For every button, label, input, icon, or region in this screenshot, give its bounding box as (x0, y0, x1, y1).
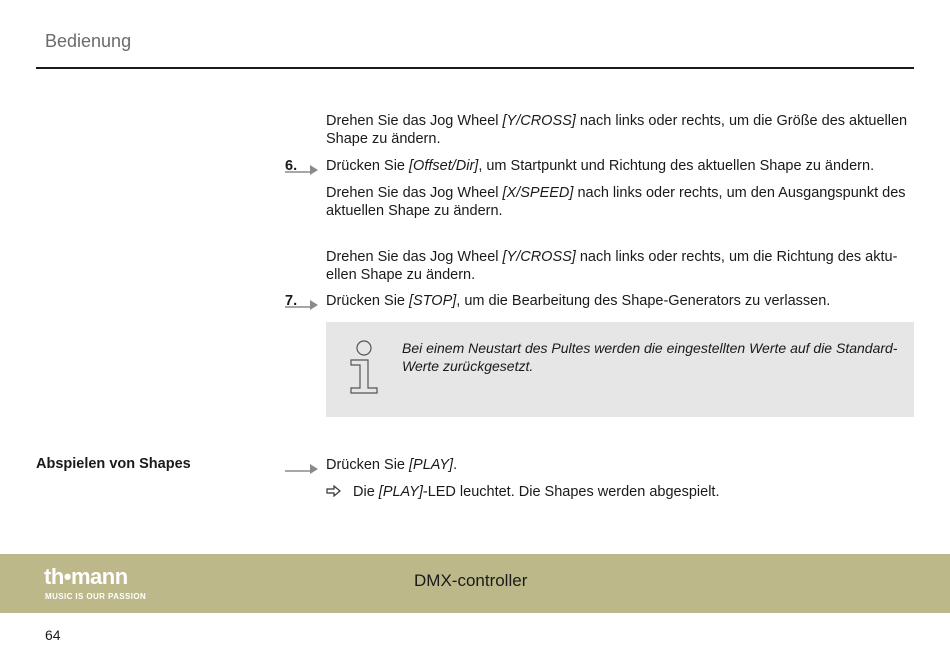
product-name: DMX-controller (414, 571, 528, 590)
paragraph-text: nach links oder rechts, um die Größe des aktuellen Shape zu ändern. (326, 113, 908, 147)
key-label: [Offset/Dir] (409, 158, 479, 174)
key-label: [Y/CROSS] (502, 113, 576, 129)
paragraph-text: -LED leuchtet. Die Shapes werden abgespielt. (422, 484, 720, 500)
paragraph-text: Drehen Sie das Jog Wheel (326, 113, 503, 129)
instruction-paragraph-1 (326, 112, 914, 148)
step-number-7: 7. (285, 293, 298, 309)
key-label: [STOP] (409, 293, 457, 309)
paragraph-text: Drehen Sie das Jog Wheel (326, 249, 503, 265)
step-number-6: 6. (285, 158, 298, 174)
paragraph-text: nach links oder rechts, um den Ausgangspunkt des aktuellen Shape zu ändern. (326, 185, 906, 219)
step-6-text (326, 157, 914, 175)
paragraph-text: . (453, 457, 458, 473)
section-instruction (326, 456, 914, 474)
thomann-logo: th•mann (44, 564, 128, 589)
paragraph-text: , um Startpunkt und Richtung des aktuellen Shape zu ändern. (478, 158, 875, 174)
page-number: 64 (45, 627, 61, 643)
step-arrow-icon (285, 297, 319, 311)
key-label: [PLAY] (378, 484, 423, 500)
page-header-title: Bedienung (45, 31, 132, 51)
header-divider (36, 67, 914, 69)
step-7-text (326, 292, 914, 310)
section-result (353, 483, 913, 501)
paragraph-text: Drücken Sie (326, 158, 410, 174)
step-arrow-icon (285, 162, 319, 176)
info-icon (348, 340, 380, 396)
paragraph-text: , um die Bearbeitung des Shape-Generators zu verlassen. (456, 293, 831, 309)
key-label: [Y/CROSS] (502, 249, 576, 265)
paragraph-text: nach links oder rechts, um die Richtung des aktuellen Shape zu ändern. (326, 249, 898, 283)
instruction-paragraph-3 (326, 248, 914, 284)
paragraph-text: Drücken Sie (326, 457, 410, 473)
instruction-paragraph-2 (326, 184, 914, 220)
section-title: Abspielen von Shapes (36, 456, 191, 472)
result-arrow-icon (326, 485, 342, 497)
paragraph-text: Drehen Sie das Jog Wheel (326, 185, 503, 201)
paragraph-text: Die (353, 484, 379, 500)
logo-tagline: MUSIC IS OUR PASSION (45, 592, 147, 601)
paragraph-text: Drücken Sie (326, 293, 410, 309)
key-label: [PLAY] (409, 457, 454, 473)
key-label: [X/SPEED] (502, 185, 574, 201)
step-arrow-icon (285, 461, 319, 475)
note-text: Bei einem Neustart des Pultes werden die eingestellten Werte auf die Standard-Werte zurückgesetzt. (402, 340, 898, 374)
